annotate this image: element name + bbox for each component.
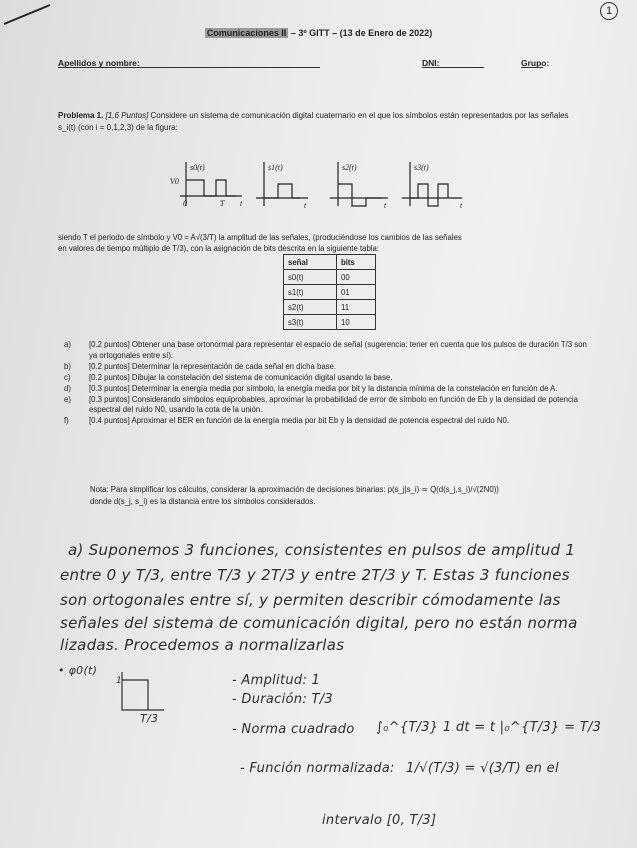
norm-note: - Norma cuadrado [232, 722, 355, 737]
phi-label: • φ0(t) [58, 664, 98, 677]
note-line-1: Nota: Para simplificar los cálculos, considerar la aproximación de decisiones binarias: p(s_j|s_i) ≃ Q(d(s_j,s_i)/√(2N0)) [90, 485, 499, 494]
table-row: s2(t) 11 [284, 300, 376, 315]
s0-axis-var: t [240, 199, 243, 208]
note [90, 484, 590, 508]
exam-date: – 3º GITT – (13 de Enero de 2022) [288, 28, 433, 38]
sketch-one: 1 [116, 676, 123, 686]
normalized-note: - Función normalizada: [240, 761, 395, 776]
pen-stroke [2, 0, 62, 30]
s2-axis-var: t [384, 201, 387, 210]
normalized-expr: 1/√(T/3) = √(3/T) en el [406, 761, 559, 776]
desc-line-1: siendo T el periodo de símbolo y V0 = A√(3/T) la amplitud de las señales, (produciéndose los cambios de las señales [58, 233, 462, 242]
student-fields [58, 58, 578, 72]
tick-T: T [220, 199, 225, 208]
interval-note: intervalo [0, T/3] [322, 813, 437, 828]
duration-note: - Duración: T/3 [232, 692, 333, 707]
sketch-t3: T/3 [140, 712, 159, 725]
handwritten-line-2: entre 0 y T/3, entre T/3 y 2T/3 y entre 2T/3 y T. Estas 3 funciones [60, 566, 570, 584]
s2-label: s2(t) [342, 163, 357, 172]
page-number: 1 [600, 2, 618, 20]
question-d: d) [0.3 puntos] Determinar la energía media por símbolo, la energía media por bit y la distancia mínima de la constelación en función de A. [64, 383, 558, 393]
tick-zero: 0 [183, 199, 187, 208]
s3-waveform [410, 184, 448, 206]
question-f: f) [0.4 puntos] Aproximar el BER en función de la energía media por bit Eb y la densidad de potencia espectral del ruido N0. [64, 416, 509, 425]
s1-waveform [264, 184, 300, 198]
problem-statement [58, 110, 588, 134]
signal-description [58, 232, 588, 254]
s2-waveform [338, 184, 382, 206]
course-title: Comunicaciones II [206, 28, 287, 38]
name-field[interactable] [58, 58, 320, 68]
col-header-signal: señal [284, 255, 337, 270]
dni-label: DNI: [422, 58, 440, 68]
s0-label: s0(t) [190, 163, 205, 172]
dni-field[interactable] [422, 58, 484, 68]
amplitude-note: - Amplitud: 1 [232, 673, 321, 688]
norm-integral: ∫₀^{T/3} 1 dt = t |₀^{T/3} = T/3 [376, 720, 602, 735]
question-c: c) [0.2 puntos] Dibujar la constelación del sistema de comunicación digital usando la base. [64, 372, 393, 382]
handwritten-line-4: señales del sistema de comunicación digital, pero no están norma [60, 614, 578, 632]
handwritten-line-1: a) Suponemos 3 funciones, consistentes en pulsos de amplitud 1 [68, 541, 576, 559]
s1-axis-var: t [304, 201, 307, 210]
handwritten-line-5: lizadas. Procedemos a normalizarlas [60, 636, 345, 654]
table-row: s0(t) 00 [284, 270, 376, 285]
s3-label: s3(t) [414, 163, 429, 172]
table-row: s3(t) 10 [284, 315, 376, 330]
amplitude-label: V0 [170, 177, 179, 186]
handwritten-line-3: son ortogonales entre sí, y permiten describir cómodamente las [60, 591, 561, 609]
question-b: b) [0.2 puntos] Determinar la representación de cada señal en dicha base. [64, 361, 337, 371]
exam-header [0, 28, 637, 38]
question-list [64, 340, 588, 427]
name-label: Apellidos y nombre: [58, 58, 140, 68]
table-row: s1(t) 01 [284, 285, 376, 300]
question-a: a) [0.2 puntos] Obtener una base ortonormal para representar el espacio de señal (sugerencia: tener en cuenta que los pulsos de duración T/3 son ya ortogonales entre sí). [64, 340, 587, 360]
bits-table [283, 254, 376, 330]
problem-points: [1,6 Puntos] [105, 111, 149, 120]
problem-text: Considere un sistema de comunicación digital cuaternario en el que los símbolos están representados por las señales s_i(t) (con i = 0,1,2,3) de la figura: [58, 111, 569, 132]
problem-title: Problema 1. [58, 111, 104, 120]
s3-axis-var: t [460, 201, 463, 210]
note-line-2: donde d(s_j, s_i) es la distancia entre los símbolos considerados. [90, 497, 316, 506]
col-header-bits: bits [337, 255, 376, 270]
group-label: Grupo: [521, 58, 550, 68]
question-e: e) [0.3 puntos] Considerando símbolos equiprobables, aproximar la probabilidad de error de símbolo en función de Eb y la densidad de potencia espectral del ruido N0, usando la cota de la unión. [64, 394, 578, 414]
group-field[interactable] [521, 58, 543, 68]
desc-line-2: en valores de tiempo múltiplo de T/3), con la asignación de bits descrita en la siguiente tabla: [58, 244, 380, 253]
s0-waveform [186, 180, 236, 196]
s1-label: s1(t) [268, 163, 283, 172]
signals-figure [160, 158, 480, 218]
